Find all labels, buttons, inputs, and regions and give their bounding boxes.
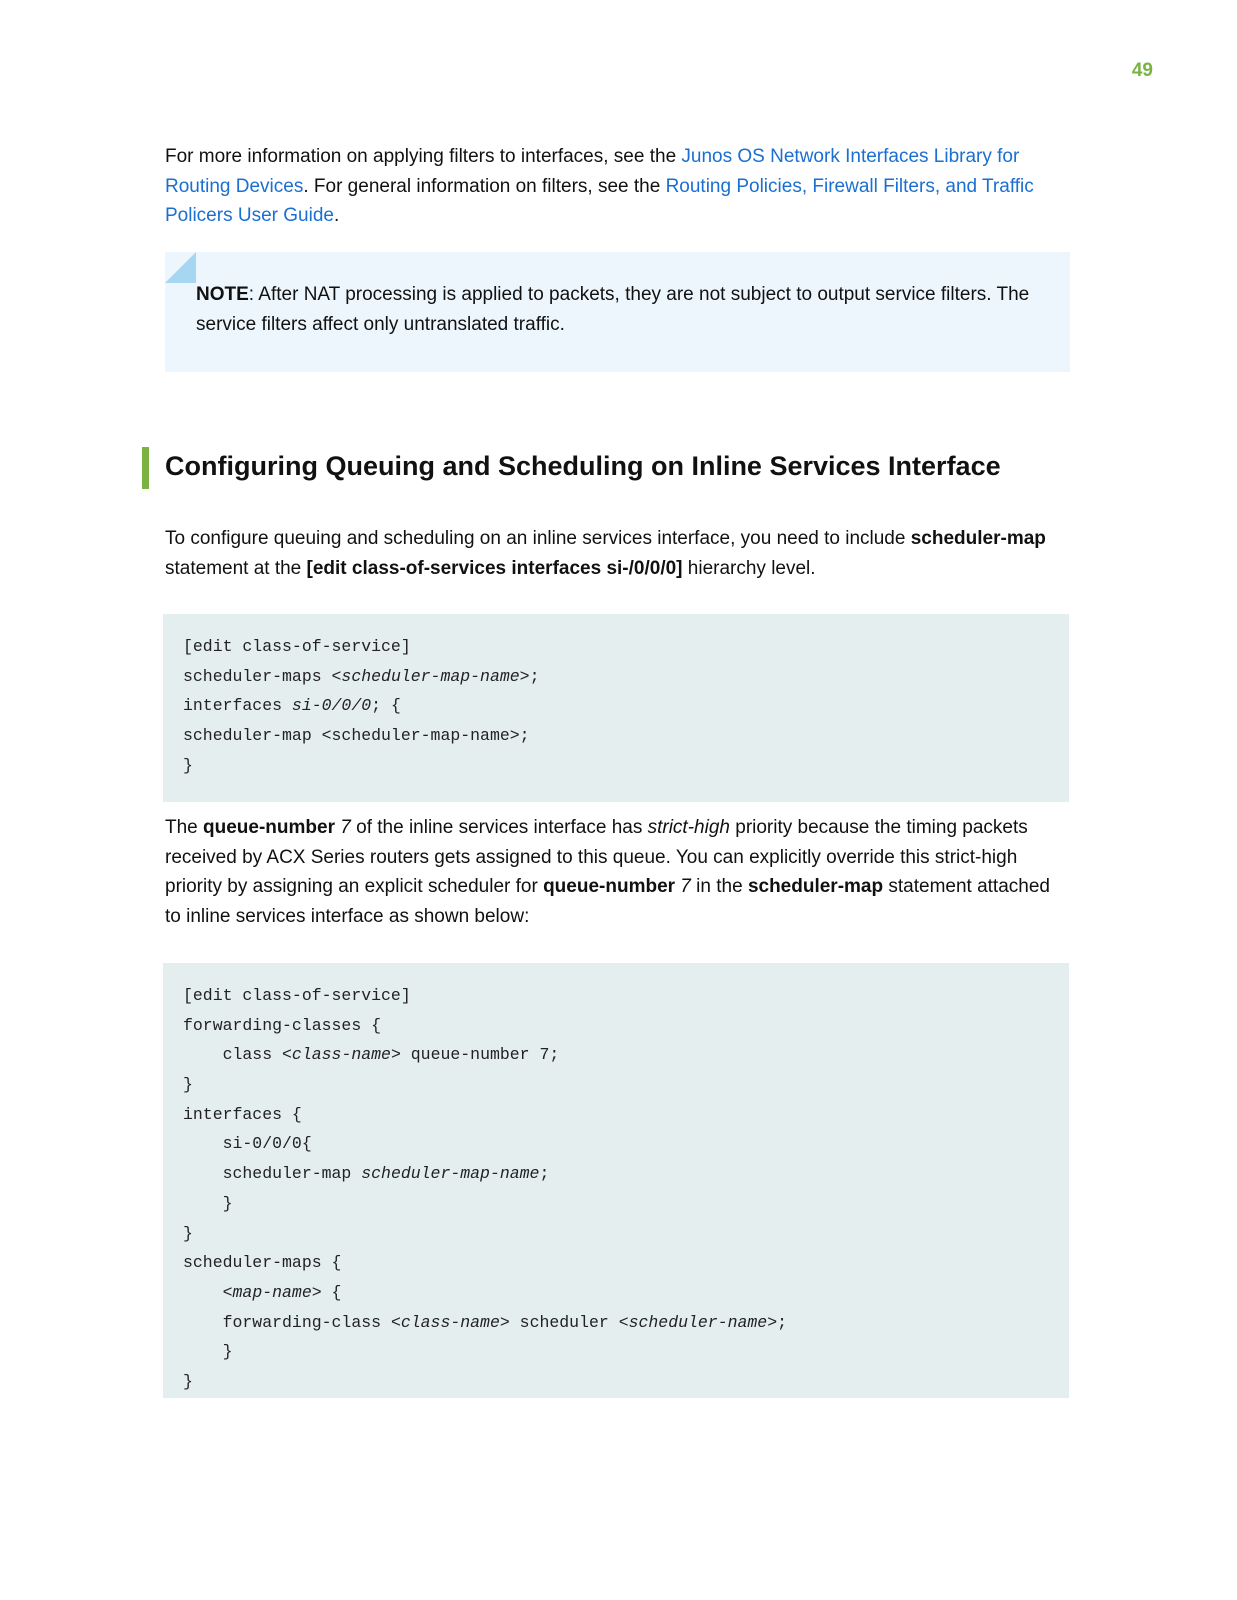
queue-text-2: of the inline services interface has — [350, 817, 648, 838]
code-token: ; — [529, 666, 540, 686]
queue-italic-2: strict-high — [647, 817, 730, 838]
queue-paragraph — [165, 813, 1070, 931]
network-interfaces-library-link[interactable]: Junos OS Network Interfaces Library for Routing Devices — [165, 146, 1020, 197]
queue-italic-1: 7 — [334, 817, 351, 838]
code-token: class — [183, 1045, 283, 1065]
code-placeholder: <scheduler-name> — [618, 1312, 778, 1332]
config-text-3: hierarchy level. — [682, 557, 816, 579]
code-placeholder: <map-name> — [222, 1282, 322, 1302]
code-line — [183, 691, 1069, 721]
queue-text-4: in the — [690, 876, 748, 897]
queue-bold-3: scheduler-map — [747, 876, 884, 897]
code-line: [edit class-of-service] — [183, 986, 411, 1005]
page-number: 49 — [1131, 60, 1153, 81]
note-text — [196, 280, 1046, 339]
code-token: interfaces — [183, 696, 292, 716]
code-token: queue-number 7; — [400, 1045, 560, 1065]
code-placeholder: si-0/0/0 — [291, 696, 372, 716]
code-line: } — [183, 755, 193, 775]
code-line: forwarding-classes { — [183, 1015, 382, 1035]
code-token: scheduler — [509, 1312, 619, 1332]
section-title: Configuring Queuing and Scheduling on Inline Services Interface — [165, 451, 1001, 481]
queue-text-5: statement attached to inline services interface as shown below: — [165, 876, 1050, 927]
note-corner-icon — [165, 252, 196, 283]
config-paragraph — [165, 524, 1070, 583]
heading-accent-bar — [142, 447, 149, 489]
code-placeholder: <scheduler-map-name> — [331, 666, 530, 686]
code-token: { — [321, 1282, 342, 1302]
config-bold-2: [edit class-of-services interfaces si-/0/0/0] — [306, 557, 683, 579]
code-line: } — [183, 1342, 233, 1362]
code-block-forwarding-classes — [163, 963, 1069, 1398]
code-line — [183, 1278, 1069, 1308]
code-line: [edit class-of-service] — [183, 637, 411, 656]
queue-bold-1: queue-number — [203, 817, 335, 838]
code-placeholder: <class-name> — [282, 1045, 401, 1065]
code-token: ; — [777, 1312, 788, 1332]
code-line — [183, 662, 1069, 692]
code-token: scheduler-map — [183, 1164, 362, 1184]
queue-text-3: priority because the timing packets received by ACX Series routers gets assigned to this queue. You can explicitly override this strict-high priority by assigning an explicit scheduler for — [165, 817, 1028, 897]
code-token: scheduler-maps — [183, 666, 332, 686]
intro-paragraph — [165, 142, 1070, 231]
code-token: ; { — [371, 696, 401, 716]
code-line: interfaces { — [183, 1104, 302, 1124]
routing-policies-guide-link[interactable]: Routing Policies, Firewall Filters, and Traffic Policers User Guide — [165, 175, 1034, 226]
config-text-2: statement at the — [165, 557, 307, 579]
config-text-1: To configure queuing and scheduling on an inline services interface, you need to include — [165, 528, 911, 549]
queue-bold-2: queue-number — [543, 876, 676, 897]
code-line: } — [183, 1193, 233, 1213]
code-line — [183, 1159, 1069, 1189]
code-placeholder: scheduler-map-name — [361, 1164, 540, 1184]
note-box — [165, 252, 1070, 372]
config-bold-1: scheduler-map — [910, 528, 1046, 549]
note-body: : After NAT processing is applied to packets, they are not subject to output service filters. The service filters affect only untranslated traffic. — [196, 284, 1030, 335]
note-label: NOTE — [196, 284, 249, 305]
queue-italic-3: 7 — [675, 876, 691, 897]
code-line: } — [183, 1075, 193, 1095]
code-line — [183, 1040, 1069, 1070]
code-line — [183, 1308, 1069, 1338]
code-token: forwarding-class — [183, 1312, 391, 1332]
intro-text-1: For more information on applying filters to interfaces, see the — [165, 146, 682, 167]
code-token — [183, 1283, 223, 1302]
code-token: ; — [539, 1164, 550, 1184]
code-placeholder: <class-name> — [390, 1312, 510, 1332]
intro-text-2: . For general information on filters, see the — [303, 175, 666, 197]
queue-text-1: The — [165, 817, 204, 838]
code-line: scheduler-maps { — [183, 1253, 342, 1273]
code-block-scheduler-map — [163, 614, 1069, 802]
code-line: } — [183, 1223, 193, 1243]
code-line: } — [183, 1371, 193, 1391]
code-line: si-0/0/0{ — [183, 1134, 312, 1154]
intro-text-3: . — [333, 205, 340, 226]
code-line: scheduler-map <scheduler-map-name>; — [183, 726, 530, 746]
